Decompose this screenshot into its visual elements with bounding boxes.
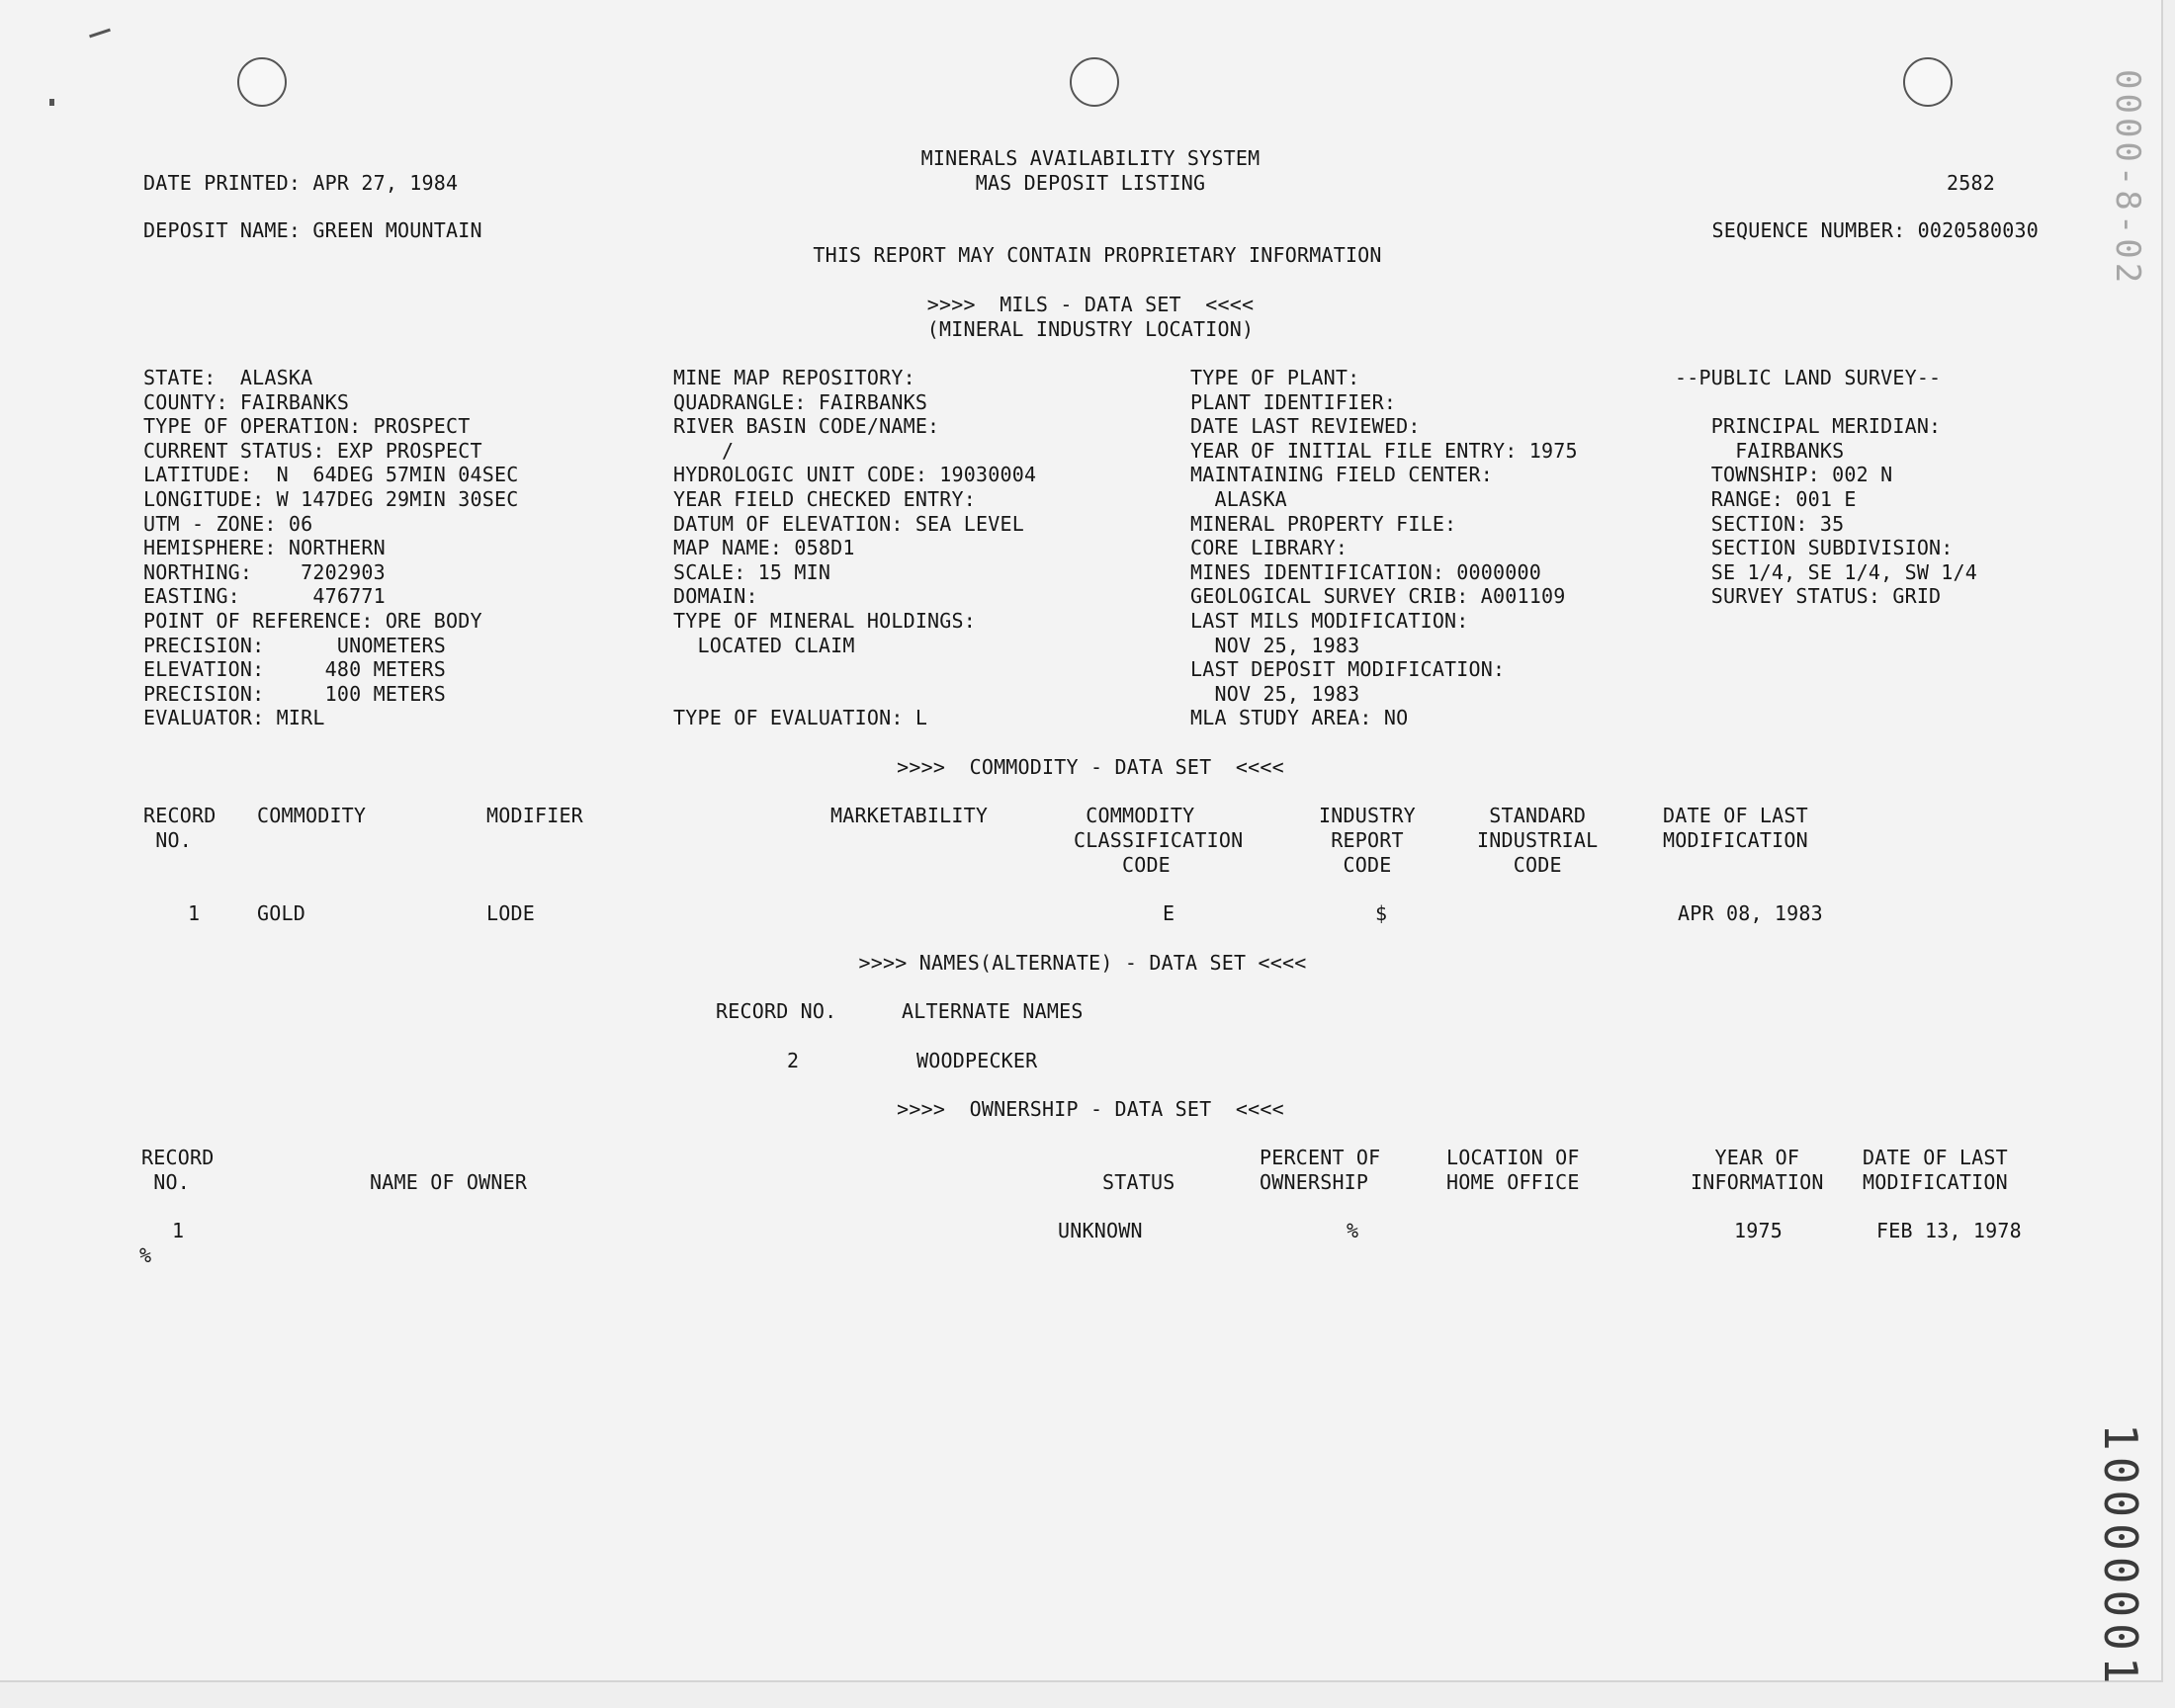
commodity-header-date: DATE OF LAST MODIFICATION bbox=[1663, 804, 1808, 852]
names-header-record: RECORD NO. bbox=[716, 999, 837, 1023]
deposit-name: DEPOSIT NAME: GREEN MOUNTAIN bbox=[143, 218, 482, 242]
mils-col1-line: STATE: ALASKA bbox=[143, 366, 313, 389]
ownership-row-year: 1975 bbox=[1734, 1219, 1783, 1242]
ownership-header-date: DATE OF LAST MODIFICATION bbox=[1863, 1146, 2008, 1194]
mils-col3-line: MLA STUDY AREA: NO bbox=[1190, 706, 1409, 730]
mils-col3-line: PLANT IDENTIFIER: bbox=[1190, 389, 1397, 414]
mils-col1-line: HEMISPHERE: NORTHERN bbox=[143, 536, 386, 560]
mils-col1-line: ELEVATION: 480 METERS bbox=[143, 657, 447, 682]
commodity-header-industry: INDUSTRY REPORT CODE bbox=[1319, 804, 1416, 877]
names-row-name: WOODPECKER bbox=[916, 1049, 1038, 1072]
mils-col3-line: TYPE OF PLANT: bbox=[1190, 366, 1360, 389]
mils-section-title: >>>> MILS - DATA SET <<<< bbox=[926, 293, 1255, 316]
ownership-trailing-percent: % bbox=[139, 1243, 152, 1267]
mils-col3-line: NOV 25, 1983 bbox=[1190, 681, 1360, 706]
ownership-header-record: RECORD NO. bbox=[141, 1146, 215, 1194]
commodity-row-record: 1 bbox=[188, 901, 201, 925]
page-stamp-number: 10000001 bbox=[2094, 1423, 2147, 1690]
mils-col3-line: NOV 25, 1983 bbox=[1190, 633, 1360, 657]
binder-hole-center bbox=[1070, 57, 1119, 107]
commodity-row-modifier: LODE bbox=[486, 901, 535, 925]
page-number: 2582 bbox=[1947, 171, 1995, 195]
mils-col3-line: LAST MILS MODIFICATION: bbox=[1190, 609, 1469, 633]
mils-col1-line: LONGITUDE: W 147DEG 29MIN 30SEC bbox=[143, 487, 519, 511]
mils-col4-line: RANGE: 001 E bbox=[1675, 487, 1857, 511]
faint-stamp-number: 0000-8-02 bbox=[2108, 69, 2147, 288]
names-section-title: >>>> NAMES(ALTERNATE) - DATA SET <<<< bbox=[858, 951, 1307, 975]
mils-col1-line: EVALUATOR: MIRL bbox=[143, 706, 325, 730]
mils-col4-line: SURVEY STATUS: GRID bbox=[1675, 584, 1942, 609]
ownership-row-record: 1 bbox=[172, 1219, 185, 1242]
commodity-row-date: APR 08, 1983 bbox=[1678, 901, 1823, 925]
ownership-section-title: >>>> OWNERSHIP - DATA SET <<<< bbox=[897, 1097, 1284, 1121]
commodity-row-commodity: GOLD bbox=[257, 901, 305, 925]
mils-col2-line: DOMAIN: bbox=[673, 584, 758, 609]
mils-col3-line: MAINTAINING FIELD CENTER: bbox=[1190, 463, 1494, 487]
mils-col2-line: MINE MAP REPOSITORY: bbox=[673, 366, 915, 389]
date-printed: DATE PRINTED: APR 27, 1984 bbox=[143, 171, 459, 195]
mils-col4-line: SE 1/4, SE 1/4, SW 1/4 bbox=[1675, 559, 1978, 584]
mils-col3-line: MINES IDENTIFICATION: 0000000 bbox=[1190, 559, 1541, 584]
mils-col1-line: LATITUDE: N 64DEG 57MIN 04SEC bbox=[143, 463, 519, 487]
mils-col1-line: EASTING: 476771 bbox=[143, 584, 386, 609]
mils-col3-line: YEAR OF INITIAL FILE ENTRY: 1975 bbox=[1190, 438, 1578, 463]
commodity-row-classification: E bbox=[1163, 901, 1175, 925]
mils-col2-line: / bbox=[673, 438, 735, 463]
ownership-header-owner: NAME OF OWNER bbox=[370, 1170, 528, 1194]
mils-col3-line: CORE LIBRARY: bbox=[1190, 536, 1348, 560]
mils-col4-line: SECTION SUBDIVISION: bbox=[1675, 536, 1954, 560]
binder-hole-right bbox=[1903, 57, 1953, 107]
names-header-alternate: ALTERNATE NAMES bbox=[902, 999, 1084, 1023]
mils-col4-line: PRINCIPAL MERIDIAN: bbox=[1675, 414, 1942, 439]
system-title: MINERALS AVAILABILITY SYSTEM bbox=[920, 146, 1261, 170]
mils-col1-line: PRECISION: UNOMETERS bbox=[143, 633, 447, 657]
ownership-header-status: STATUS bbox=[1102, 1170, 1175, 1194]
mils-col4-line: FAIRBANKS bbox=[1675, 438, 1845, 463]
mils-col4-line: TOWNSHIP: 002 N bbox=[1675, 463, 1893, 487]
mils-col2-line: QUADRANGLE: FAIRBANKS bbox=[673, 389, 928, 414]
binder-hole-left bbox=[237, 57, 287, 107]
mils-col2-line: LOCATED CLAIM bbox=[673, 633, 855, 657]
listing-title: MAS DEPOSIT LISTING bbox=[975, 171, 1206, 195]
commodity-header-commodity: COMMODITY bbox=[257, 804, 367, 827]
mils-col2-line: YEAR FIELD CHECKED ENTRY: bbox=[673, 487, 977, 511]
mils-col4-line: SECTION: 35 bbox=[1675, 511, 1845, 536]
mils-col2-line: TYPE OF EVALUATION: L bbox=[673, 706, 928, 730]
mils-col2-line: TYPE OF MINERAL HOLDINGS: bbox=[673, 609, 977, 633]
commodity-header-record: RECORD NO. bbox=[143, 804, 217, 852]
ownership-row-percent: % bbox=[1347, 1219, 1359, 1242]
mils-col1-line: POINT OF REFERENCE: ORE BODY bbox=[143, 609, 482, 633]
sequence-number: SEQUENCE NUMBER: 0020580030 bbox=[1711, 218, 2039, 242]
scan-speck bbox=[49, 99, 54, 106]
mils-col3-line: GEOLOGICAL SURVEY CRIB: A001109 bbox=[1190, 584, 1566, 609]
commodity-row-industry: $ bbox=[1375, 901, 1388, 925]
mils-section-subtitle: (MINERAL INDUSTRY LOCATION) bbox=[926, 317, 1255, 341]
mils-col2-line: SCALE: 15 MIN bbox=[673, 559, 831, 584]
mils-col3-line: LAST DEPOSIT MODIFICATION: bbox=[1190, 657, 1506, 682]
mils-col2-line: HYDROLOGIC UNIT CODE: 19030004 bbox=[673, 463, 1037, 487]
ownership-header-year: YEAR OF INFORMATION bbox=[1691, 1146, 1824, 1194]
mils-col3-line: ALASKA bbox=[1190, 487, 1287, 511]
ownership-header-location: LOCATION OF HOME OFFICE bbox=[1446, 1146, 1580, 1194]
mils-col2-line: DATUM OF ELEVATION: SEA LEVEL bbox=[673, 511, 1024, 536]
commodity-section-title: >>>> COMMODITY - DATA SET <<<< bbox=[897, 755, 1284, 779]
mils-col1-line: TYPE OF OPERATION: PROSPECT bbox=[143, 414, 471, 439]
commodity-header-classification: COMMODITY CLASSIFICATION CODE bbox=[1074, 804, 1244, 877]
mils-col1-line: NORTHING: 7202903 bbox=[143, 559, 386, 584]
mils-col1-line: PRECISION: 100 METERS bbox=[143, 681, 447, 706]
commodity-header-marketability: MARKETABILITY bbox=[830, 804, 989, 827]
mils-col4-line: --PUBLIC LAND SURVEY-- bbox=[1675, 366, 1942, 389]
mils-col3-line: MINERAL PROPERTY FILE: bbox=[1190, 511, 1457, 536]
commodity-header-sic: STANDARD INDUSTRIAL CODE bbox=[1477, 804, 1599, 877]
ownership-row-date: FEB 13, 1978 bbox=[1876, 1219, 2022, 1242]
mils-col1-line: COUNTY: FAIRBANKS bbox=[143, 389, 350, 414]
names-row-record: 2 bbox=[787, 1049, 800, 1072]
commodity-header-modifier: MODIFIER bbox=[486, 804, 583, 827]
mils-col1-line: UTM - ZONE: 06 bbox=[143, 511, 313, 536]
mils-col1-line: CURRENT STATUS: EXP PROSPECT bbox=[143, 438, 482, 463]
ownership-header-percent: PERCENT OF OWNERSHIP bbox=[1260, 1146, 1381, 1194]
mils-col2-line: MAP NAME: 058D1 bbox=[673, 536, 855, 560]
ownership-row-status: UNKNOWN bbox=[1058, 1219, 1143, 1242]
mils-col2-line: RIVER BASIN CODE/NAME: bbox=[673, 414, 940, 439]
proprietary-notice: THIS REPORT MAY CONTAIN PROPRIETARY INFORMATION bbox=[813, 243, 1382, 267]
mils-col3-line: DATE LAST REVIEWED: bbox=[1190, 414, 1421, 439]
